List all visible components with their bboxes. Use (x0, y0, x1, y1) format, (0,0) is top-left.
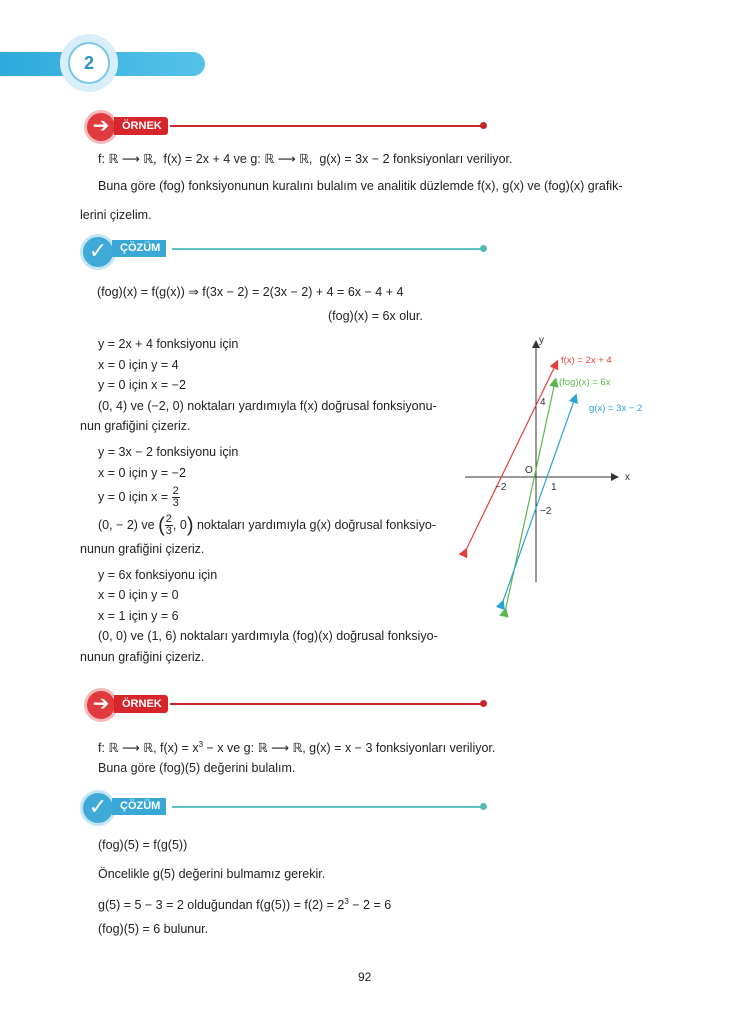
example-1-statement: f: ℝ ⟶ ℝ, f(x) = 2x + 4 ve g: ℝ ⟶ ℝ, g(x) = 3x − 2 fonksiyonları veriliyor. (98, 152, 513, 166)
p2-line-1: y = 3x − 2 fonksiyonu için (98, 445, 239, 459)
p3-line-1: y = 6x fonksiyonu için (98, 568, 218, 582)
solution-2-label: ÇÖZÜM (112, 798, 166, 815)
line-g (502, 398, 575, 604)
checkmark-icon: ✓ (88, 794, 108, 819)
tick-y-neg2: −2 (540, 506, 552, 517)
example-1-rule-end (480, 122, 487, 129)
function-graph (455, 330, 655, 620)
tick-x-neg2: −2 (495, 482, 507, 493)
example-1-question-cont: lerini çizelim. (80, 208, 152, 222)
example-1-question: Buna göre (fog) fonksiyonunun kuralını bulalım ve analitik düzlemde f(x), g(x) ve (fog)(x) grafik- (98, 179, 623, 193)
p2-line-5: nunun grafiğini çizeriz. (80, 542, 205, 556)
line-f (465, 364, 556, 552)
solution-1-equation-2: (fog)(x) = 6x olur. (328, 309, 423, 323)
example-1-rule (170, 125, 482, 127)
label-g: g(x) = 3x − 2 (589, 403, 643, 414)
p2-line-4: (0, − 2) ve ( $\frac{2}{3}$ , 0) noktaları yardımıyla g(x) doğrusal fonksiyo- (98, 513, 436, 537)
fraction-two-thirds: $\frac{2}{3}$ (172, 485, 179, 509)
p2-line-3: y = 0 için x = $\frac{2}{3}$ (98, 485, 179, 509)
solution-2-line-1: (fog)(5) = f(g(5)) (98, 838, 188, 852)
p1-line-5: nun grafiğini çizeriz. (80, 419, 191, 433)
point-fraction: $\frac{2}{3}$ (165, 513, 172, 537)
tick-y-4: 4 (540, 397, 546, 408)
solution-2-line-4: (fog)(5) = 6 bulunur. (98, 922, 209, 936)
p1-line-2: x = 0 için y = 4 (98, 358, 179, 372)
example-2-statement: f: ℝ ⟶ ℝ, $f(x) = x^3 - x$ ve g: ℝ ⟶ ℝ, g(x) = x − 3 fonksiyonları veriliyor. (98, 740, 496, 756)
checkmark-icon: ✓ (88, 238, 108, 263)
p3-line-4: (0, 0) ve (1, 6) noktaları yardımıyla (fog)(x) doğrusal fonksiyo- (98, 629, 438, 643)
example-2-label: ÖRNEK (114, 695, 168, 713)
solution-2-rule-end (480, 803, 487, 810)
solution-2-line-2: Öncelikle g(5) değerini bulmamız gerekir. (98, 867, 326, 881)
page-number: 92 (358, 970, 372, 984)
example-2-rule-end (480, 700, 487, 707)
p1-line-1: y = 2x + 4 fonksiyonu için (98, 337, 239, 351)
p1-line-3: y = 0 için x = −2 (98, 378, 186, 392)
example-2-rule (170, 703, 482, 705)
p2-line-2: x = 0 için y = −2 (98, 466, 186, 480)
example-2-question: Buna göre (fog)(5) değerini bulalım. (98, 761, 296, 775)
arrow-right-icon: ➔ (92, 115, 110, 137)
label-fog: (fog)(x) = 6x (559, 377, 611, 388)
solution-1-rule-end (480, 245, 487, 252)
origin-label: O (525, 465, 533, 476)
arrow-right-icon: ➔ (92, 693, 110, 715)
p3-line-2: x = 0 için y = 0 (98, 588, 179, 602)
x-axis-label: x (625, 472, 630, 483)
label-f: f(x) = 2x + 4 (561, 355, 612, 366)
y-axis-label: y (539, 335, 544, 346)
tick-x-1: 1 (551, 482, 557, 493)
solution-2-line-3: g(5) = 5 − 3 = 2 olduğundan $f(g(5)) = f(2) = 2^3 - 2 = 6$ (98, 897, 392, 913)
p3-line-3: x = 1 için y = 6 (98, 609, 179, 623)
example-1-label: ÖRNEK (114, 117, 168, 135)
solution-1-equation-1: (fog)(x) = f(g(x)) ⇒ f(3x − 2) = 2(3x − 2) + 4 = 6x − 4 + 4 (97, 285, 404, 299)
p1-line-4: (0, 4) ve (−2, 0) noktaları yardımıyla f(x) doğrusal fonksiyonu- (98, 399, 437, 413)
chapter-number: 2 (83, 53, 94, 73)
solution-1-label: ÇÖZÜM (112, 240, 166, 257)
p3-line-5: nunun grafiğini çizeriz. (80, 650, 205, 664)
solution-2-rule (172, 806, 482, 808)
solution-1-rule (172, 248, 482, 250)
